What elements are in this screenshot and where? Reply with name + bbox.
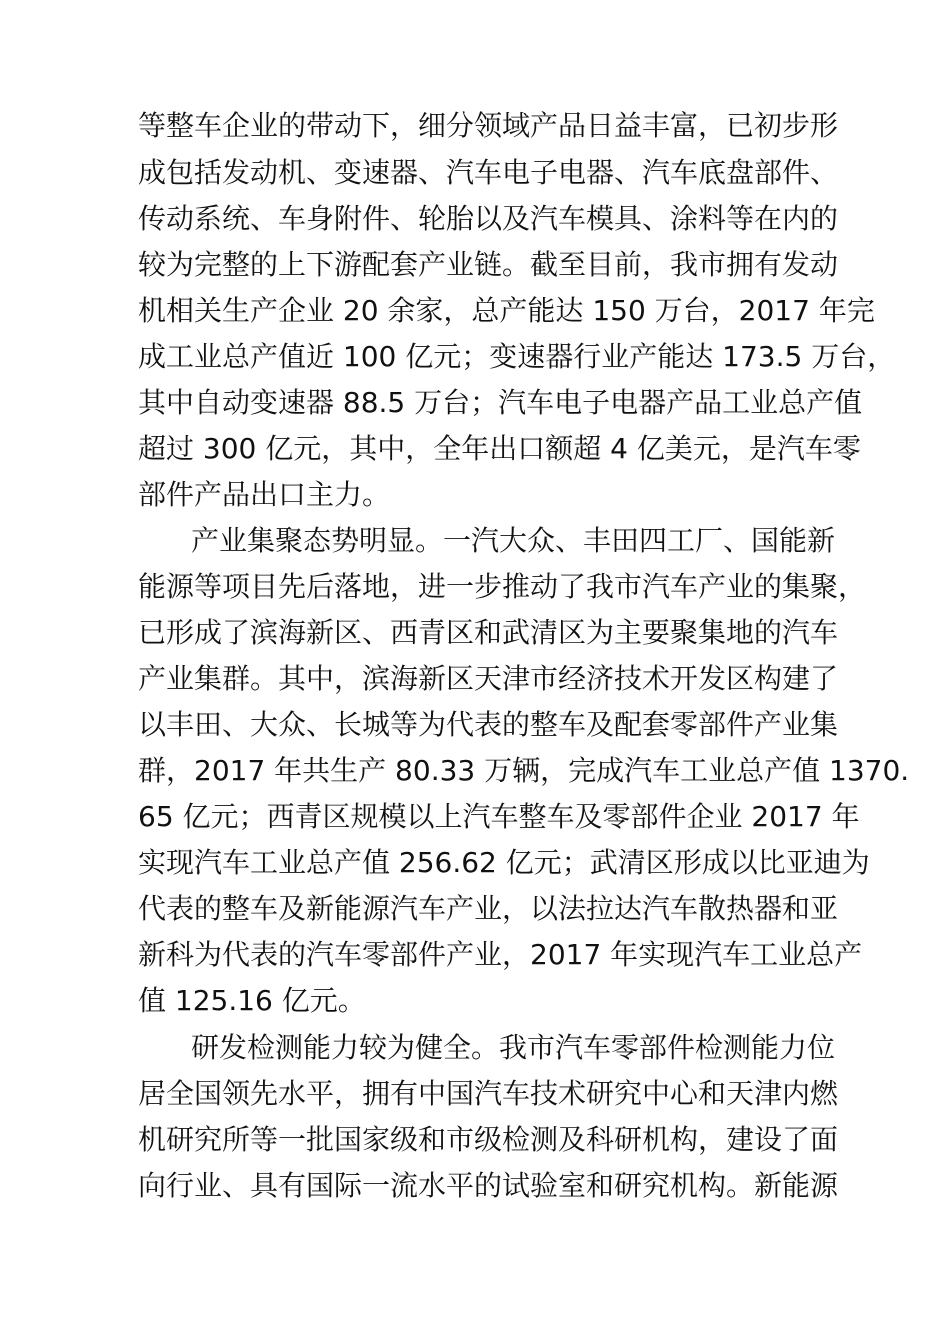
text-line: 较为完整的上下游配套产业链。截至目前，我市拥有发动	[138, 248, 839, 281]
text-line: 向行业、具有国际一流水平的试验室和研究机构。新能源	[138, 1169, 839, 1202]
paragraph-first-line: 产业集聚态势明显。一汽大众、丰田四工厂、国能新	[191, 524, 836, 557]
text-line: 65 亿元；西青区规模以上汽车整车及零部件企业 2017 年	[138, 800, 860, 833]
text-line: 新科为代表的汽车零部件产业，2017 年实现汽车工业总产	[138, 938, 863, 971]
text-line: 产业集群。其中，滨海新区天津市经济技术开发区构建了	[138, 662, 839, 695]
text-line: 其中自动变速器 88.5 万台；汽车电子电器产品工业总产值	[138, 386, 863, 419]
text-line: 居全国领先水平，拥有中国汽车技术研究中心和天津内燃	[138, 1077, 839, 1110]
text-line: 已形成了滨海新区、西青区和武清区为主要聚集地的汽车	[138, 616, 839, 649]
text-line: 群，2017 年共生产 80.33 万辆，完成汽车工业总产值 1370.	[138, 754, 910, 787]
text-line: 成包括发动机、变速器、汽车电子电器、汽车底盘部件、	[138, 156, 839, 189]
paragraph-first-line: 研发检测能力较为健全。我市汽车零部件检测能力位	[191, 1031, 836, 1064]
text-line: 实现汽车工业总产值 256.62 亿元；武清区形成以比亚迪为	[138, 846, 870, 879]
text-line: 传动系统、车身附件、轮胎以及汽车模具、涂料等在内的	[138, 202, 839, 235]
text-line: 机研究所等一批国家级和市级检测及科研机构，建设了面	[138, 1123, 839, 1156]
text-line: 以丰田、大众、长城等为代表的整车及配套零部件产业集	[138, 708, 839, 741]
text-line: 代表的整车及新能源汽车产业，以法拉达汽车散热器和亚	[138, 892, 839, 925]
text-line: 部件产品出口主力。	[138, 478, 391, 511]
text-line: 超过 300 亿元，其中，全年出口额超 4 亿美元，是汽车零	[138, 432, 861, 465]
text-line: 等整车企业的带动下，细分领域产品日益丰富，已初步形	[138, 109, 839, 142]
text-line: 值 125.16 亿元。	[138, 984, 366, 1017]
text-line: 机相关生产企业 20 余家，总产能达 150 万台，2017 年完	[138, 294, 875, 327]
text-line: 成工业总产值近 100 亿元；变速器行业产能达 173.5 万台，	[138, 340, 896, 373]
text-line: 能源等项目先后落地，进一步推动了我市汽车产业的集聚，	[138, 570, 867, 603]
